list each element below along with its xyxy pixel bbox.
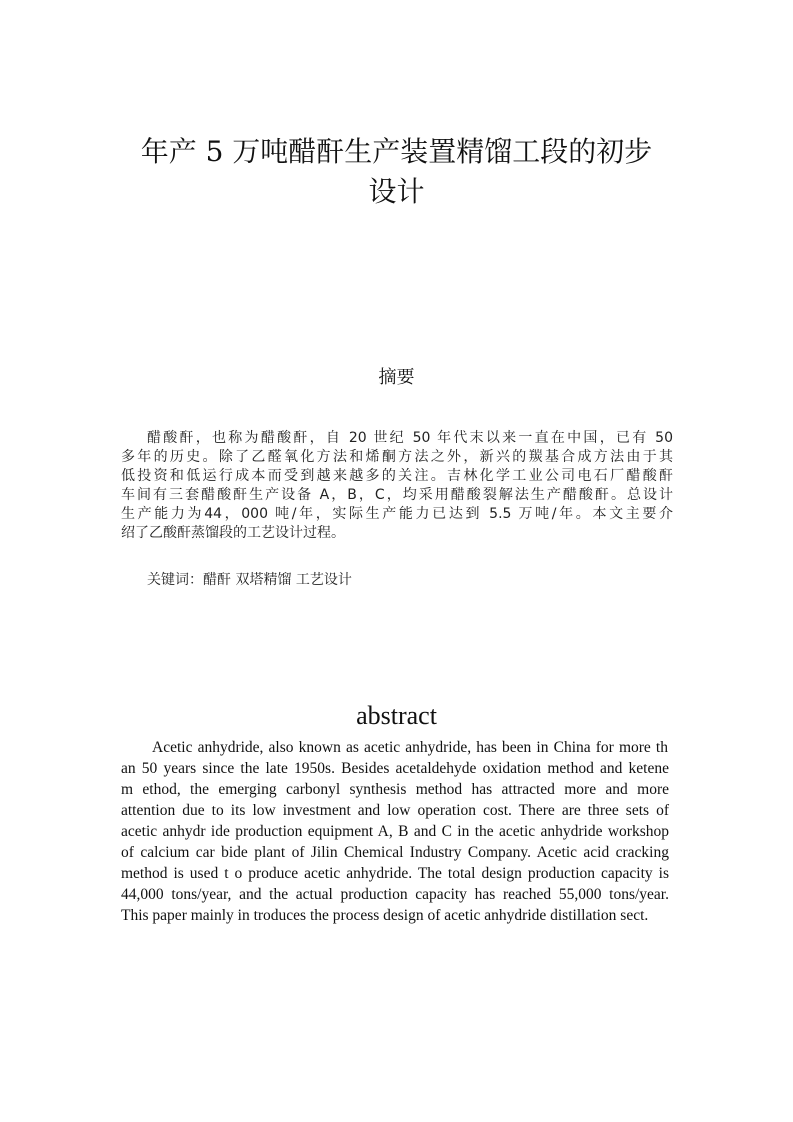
abstract-en-line: acetic anhydr ide production equipment A, B and C in the acetic anhydride workshop [121,823,669,840]
abstract-cn-line: 车间有三套醋酸酐生产设备 A，B，C，均采用醋酸裂解法生产醋酸酐。总设计 [121,487,673,503]
abstract-cn-line: 绍了乙酸酐蒸馏段的工艺设计过程。 [121,525,345,541]
abstract-en-line: 44,000 tons/year, and the actual production capacity has reached 55,000 tons/year. [121,886,669,903]
abstract-en-line: Acetic anhydride, also known as acetic anhydride, has been in China for more th [152,739,668,756]
abstract-en-line: This paper mainly in troduces the process design of acetic anhydride distillation sect. [121,907,649,924]
abstract-cn-line: 多年的历史。除了乙醛氧化方法和烯酮方法之外，新兴的羰基合成方法由于其 [121,449,673,465]
abstract-en-line: method is used t o produce acetic anhydride. The total design production capacity is [121,865,669,882]
abstract-en-line: of calcium car bide plant of Jilin Chemical Industry Company. Acetic acid cracking [121,844,669,861]
keywords-cn: 关键词：醋酐 双塔精馏 工艺设计 [147,572,352,588]
abstract-cn-line: 低投资和低运行成本而受到越来越多的关注。吉林化学工业公司电石厂醋酸酐 [121,468,673,484]
abstract-en-line: attention due to its low investment and low operation cost. There are three sets of [121,802,669,819]
document-title-line-2: 设计 [368,175,425,208]
abstract-cn-heading: 摘要 [378,367,415,388]
abstract-cn-line: 醋酸酐，也称为醋酸酐，自 20 世纪 50 年代末以来一直在中国，已有 50 [147,430,673,446]
abstract-en-heading: abstract [356,701,437,730]
document-title-line-1: 年产 5 万吨醋酐生产装置精馏工段的初步 [140,135,653,168]
abstract-en-line: an 50 years since the late 1950s. Besides acetaldehyde oxidation method and ketene [121,760,669,777]
abstract-en-line: m ethod, the emerging carbonyl synthesis method has attracted more and more [121,781,669,798]
abstract-cn-line: 生产能力为44，000 吨/年，实际生产能力已达到 5.5 万吨/年。本文主要介 [121,506,673,522]
